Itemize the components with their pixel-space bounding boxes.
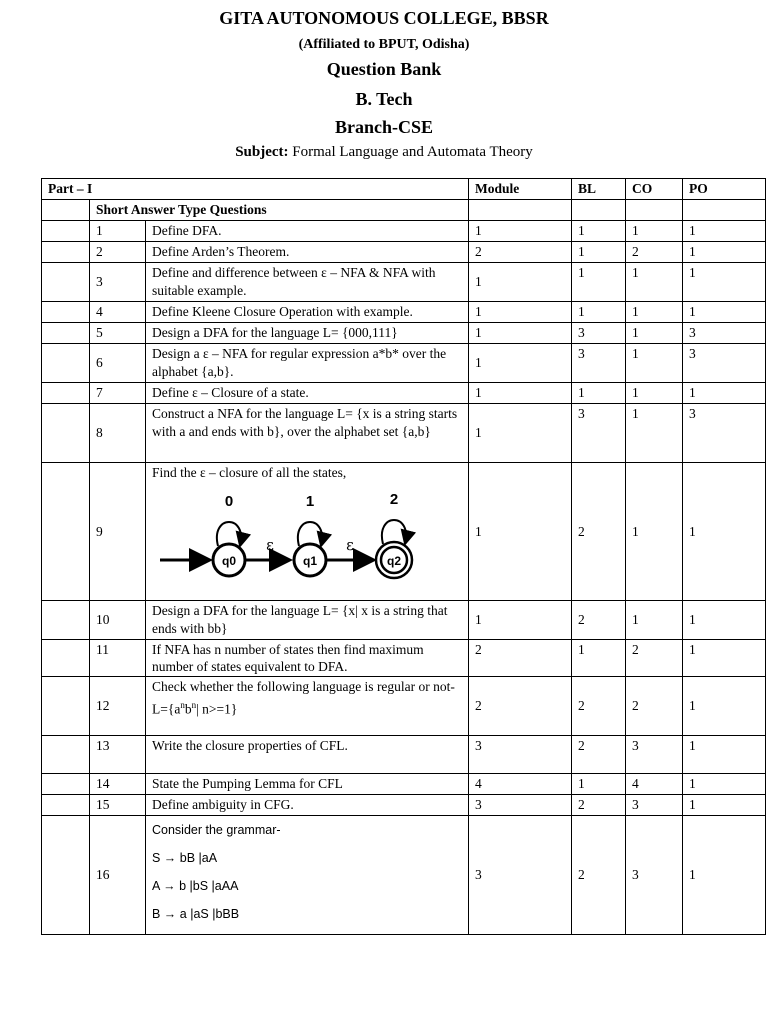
branch: Branch-CSE xyxy=(334,117,433,137)
question-number: 13 xyxy=(90,736,146,774)
table-row xyxy=(42,640,766,677)
col-co: CO xyxy=(626,179,683,200)
bl-cell: 3 xyxy=(572,323,626,344)
bl-cell: 1 xyxy=(572,774,626,795)
co-cell: 1 xyxy=(626,463,683,601)
po-cell: 1 xyxy=(683,242,766,263)
bl-cell: 1 xyxy=(572,302,626,323)
table-row xyxy=(42,736,766,774)
table-row xyxy=(42,774,766,795)
table-row xyxy=(42,344,766,383)
module-cell: 1 xyxy=(469,344,572,383)
question-text: Write the closure properties of CFL. xyxy=(146,736,469,774)
bl-cell: 2 xyxy=(572,601,626,640)
po-cell: 1 xyxy=(683,640,766,677)
co-cell: 2 xyxy=(626,640,683,677)
question-text: Find the ε – closure of all the states, xyxy=(152,465,347,480)
module-cell: 1 xyxy=(469,302,572,323)
co-cell: 2 xyxy=(626,677,683,736)
question-text: Define Arden’s Theorem. xyxy=(146,242,469,263)
bl-cell: 1 xyxy=(572,640,626,677)
module-cell: 2 xyxy=(469,242,572,263)
bl-cell: 2 xyxy=(572,677,626,736)
question-text: State the Pumping Lemma for CFL xyxy=(146,774,469,795)
po-cell: 1 xyxy=(683,774,766,795)
po-cell: 1 xyxy=(683,383,766,404)
po-cell: 1 xyxy=(683,795,766,816)
loop-label-0: 0 xyxy=(224,493,234,510)
table-row xyxy=(42,383,766,404)
question-table xyxy=(41,178,766,935)
edge-label-1: ε xyxy=(266,536,274,554)
question-number: 14 xyxy=(90,774,146,795)
question-text: If NFA has n number of states then find maximum number of states equivalent to DFA. xyxy=(146,640,469,677)
state-q1-label: q1 xyxy=(302,554,318,568)
bl-cell: 3 xyxy=(572,344,626,383)
co-cell: 3 xyxy=(626,736,683,774)
section-row xyxy=(42,200,766,221)
degree: B. Tech xyxy=(355,89,413,109)
question-number: 8 xyxy=(90,404,146,463)
module-cell: 2 xyxy=(469,640,572,677)
bl-cell: 2 xyxy=(572,463,626,601)
question-text: Define Kleene Closure Operation with example. xyxy=(146,302,469,323)
co-cell: 1 xyxy=(626,221,683,242)
loop-q1 xyxy=(298,522,322,546)
question-text: Define ambiguity in CFG. xyxy=(146,795,469,816)
col-po: PO xyxy=(683,179,766,200)
module-cell: 1 xyxy=(469,383,572,404)
loop-q0 xyxy=(217,522,241,546)
question-number: 10 xyxy=(90,601,146,640)
module-cell: 1 xyxy=(469,601,572,640)
co-cell: 1 xyxy=(626,404,683,463)
po-cell: 3 xyxy=(683,323,766,344)
question-text: Design a ε – NFA for regular expression a*b* over the alphabet {a,b}. xyxy=(146,344,469,383)
module-cell: 1 xyxy=(469,404,572,463)
question-number: 12 xyxy=(90,677,146,736)
bl-cell: 2 xyxy=(572,816,626,935)
question-number: 3 xyxy=(90,263,146,302)
subject-value: Formal Language and Automata Theory xyxy=(288,144,533,160)
question-text: Define ε – Closure of a state. xyxy=(146,383,469,404)
college-name: GITA AUTONOMOUS COLLEGE, BBSR xyxy=(219,8,549,28)
loop-label-1: 1 xyxy=(305,493,315,510)
question-number: 1 xyxy=(90,221,146,242)
question-number: 11 xyxy=(90,640,146,677)
po-cell: 1 xyxy=(683,677,766,736)
production-a: A → b |bS |aAA xyxy=(152,879,239,893)
table-row xyxy=(42,404,766,463)
question-text: Define and difference between ε – NFA & NFA with suitable example. xyxy=(146,263,469,302)
co-cell: 1 xyxy=(626,344,683,383)
part-heading: Part – I xyxy=(42,179,469,200)
co-cell: 1 xyxy=(626,383,683,404)
po-cell: 1 xyxy=(683,221,766,242)
po-cell: 1 xyxy=(683,601,766,640)
table-row xyxy=(42,677,766,736)
module-cell: 1 xyxy=(469,263,572,302)
table-header-row xyxy=(42,179,766,200)
po-cell: 1 xyxy=(683,463,766,601)
question-text: Construct a NFA for the language L= {x is a string starts with a and ends with b}, over the alphabet set {a,b} xyxy=(146,404,469,463)
question-text: Design a DFA for the language L= {000,111} xyxy=(146,323,469,344)
question-number: 15 xyxy=(90,795,146,816)
question-number: 5 xyxy=(90,323,146,344)
bl-cell: 1 xyxy=(572,221,626,242)
bl-cell: 1 xyxy=(572,263,626,302)
loop-label-2: 2 xyxy=(389,491,399,508)
subject-line xyxy=(0,144,768,161)
question-text: Define DFA. xyxy=(146,221,469,242)
table-row xyxy=(42,795,766,816)
question-number: 7 xyxy=(90,383,146,404)
question-number: 16 xyxy=(90,816,146,935)
po-cell: 1 xyxy=(683,816,766,935)
co-cell: 1 xyxy=(626,601,683,640)
po-cell: 1 xyxy=(683,302,766,323)
bl-cell: 2 xyxy=(572,795,626,816)
co-cell: 1 xyxy=(626,263,683,302)
nfa-diagram xyxy=(152,484,422,592)
module-cell: 2 xyxy=(469,677,572,736)
table-row xyxy=(42,463,766,601)
co-cell: 3 xyxy=(626,816,683,935)
table-row xyxy=(42,242,766,263)
module-cell: 1 xyxy=(469,323,572,344)
question-cell-with-diagram xyxy=(146,463,469,601)
col-bl: BL xyxy=(572,179,626,200)
state-q0-label: q0 xyxy=(221,554,237,568)
module-cell: 4 xyxy=(469,774,572,795)
production-s: S → bB |aA xyxy=(152,851,218,865)
question-number: 4 xyxy=(90,302,146,323)
co-cell: 2 xyxy=(626,242,683,263)
po-cell: 1 xyxy=(683,263,766,302)
state-q2-label: q2 xyxy=(386,554,402,568)
module-cell: 3 xyxy=(469,736,572,774)
loop-q2 xyxy=(382,520,406,544)
table-row xyxy=(42,302,766,323)
co-cell: 1 xyxy=(626,302,683,323)
production-b: B → a |aS |bBB xyxy=(152,907,240,921)
co-cell: 1 xyxy=(626,323,683,344)
edge-label-2: ε xyxy=(346,536,354,554)
section-heading: Short Answer Type Questions xyxy=(90,200,469,221)
col-module: Module xyxy=(469,179,572,200)
module-cell: 1 xyxy=(469,221,572,242)
table-row xyxy=(42,816,766,935)
co-cell: 4 xyxy=(626,774,683,795)
po-cell: 1 xyxy=(683,736,766,774)
module-cell: 3 xyxy=(469,816,572,935)
bl-cell: 3 xyxy=(572,404,626,463)
question-number: 9 xyxy=(90,463,146,601)
question-text: Consider the grammar- xyxy=(152,823,281,837)
table-row xyxy=(42,221,766,242)
question-text: Design a DFA for the language L= {x| x is a string that ends with bb} xyxy=(146,601,469,640)
document-title: Question Bank xyxy=(326,59,442,79)
table-row xyxy=(42,601,766,640)
bl-cell: 1 xyxy=(572,383,626,404)
question-number: 6 xyxy=(90,344,146,383)
grammar-cell xyxy=(146,816,469,935)
po-cell: 3 xyxy=(683,404,766,463)
bl-cell: 2 xyxy=(572,736,626,774)
bl-cell: 1 xyxy=(572,242,626,263)
co-cell: 3 xyxy=(626,795,683,816)
table-row xyxy=(42,323,766,344)
question-number: 2 xyxy=(90,242,146,263)
po-cell: 3 xyxy=(683,344,766,383)
module-cell: 1 xyxy=(469,463,572,601)
question-line: Check whether the following language is regular or not- xyxy=(152,679,455,694)
affiliation: (Affiliated to BPUT, Odisha) xyxy=(298,37,470,52)
language-line: $L=\{a^nb^n|$ n>=1} xyxy=(152,700,238,717)
question-text xyxy=(146,677,469,736)
subject-label: Subject: xyxy=(235,144,289,160)
module-cell: 3 xyxy=(469,795,572,816)
table-row xyxy=(42,263,766,302)
